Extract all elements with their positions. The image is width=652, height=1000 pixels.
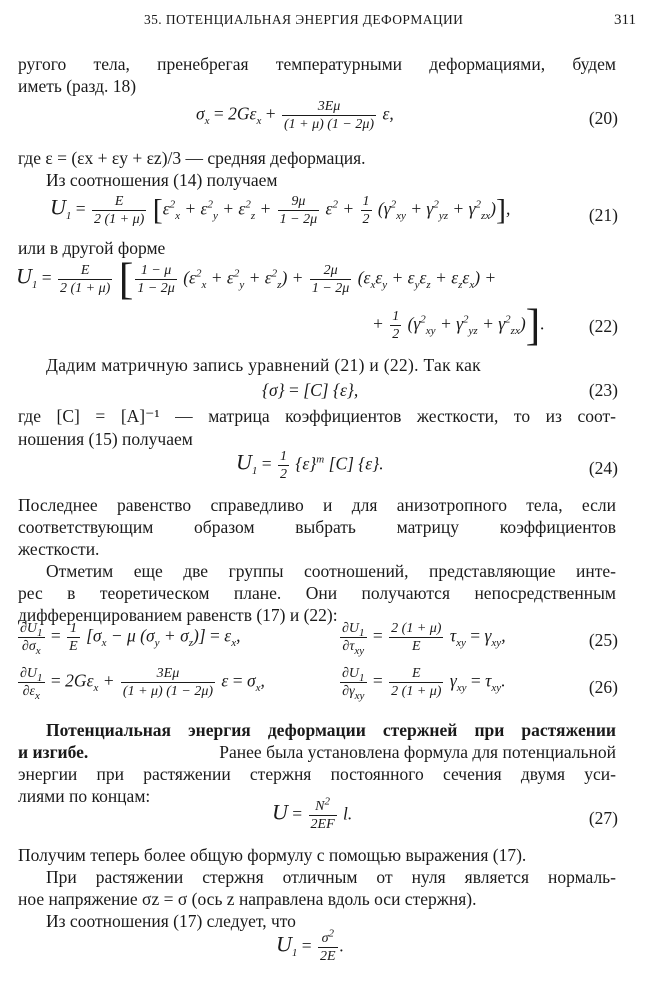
equation-27: U = $\frac{N^2}{2EF}$ l. xyxy=(272,795,353,832)
equation-24: $U_1$ = $\frac{1}{2}$ $\{\varepsilon\}^т$ [C] {ε}. xyxy=(236,449,384,482)
subsection-heading xyxy=(46,718,616,742)
section-title: 35. ПОТЕНЦИАЛЬНАЯ ЭНЕРГИЯ ДЕФОРМАЦИИ xyxy=(144,12,464,27)
equation-number: (23) xyxy=(588,380,618,400)
equation-final: $U_1$ = $\frac{\sigma^2}{2E}$ . xyxy=(276,927,344,964)
text-line: Дадим матричную запись уравнений (21) и (22). Так как xyxy=(46,355,481,375)
equation-number: (26) xyxy=(588,677,618,697)
text-line: соответствующим образом выбрать матрицу коэффициентов xyxy=(18,517,616,537)
text-line: Из соотношения (14) получаем xyxy=(46,170,278,190)
text-line: Получим теперь более общую формулу с помощью выражения (17). xyxy=(18,845,527,865)
text-line: Из соотношения (17) следует, что xyxy=(46,911,296,931)
text-line: ношения (15) получаем xyxy=(18,429,193,449)
equation-number: (27) xyxy=(588,808,618,828)
text-line: Последнее равенство справедливо и для анизотропного тела, если xyxy=(18,495,616,515)
text-line: где ε = (εx + εy + εz)/3 — средняя деформация. xyxy=(18,148,366,168)
equation-number: (22) xyxy=(588,316,618,336)
heading-text: Потенциальная энергия деформации стержней при растяжении xyxy=(46,720,616,740)
equation-21: $U_1$ = $\frac{E}{2 (1 + \mu)}$ [$\varepsilon^2_x + \varepsilon^2_y + \varepsilon^2_z$ + $\frac{9\mu}{1 - 2\mu}$ $\varepsilon^2$ + $\frac{1}{2}$ $(\gamma^2_{xy} + \gamma^2_{yz} + \gamma^2_{zx})$], xyxy=(50,193,511,227)
equation-number: (20) xyxy=(588,108,618,128)
running-header xyxy=(0,8,652,30)
text-line xyxy=(18,740,616,764)
text-line: где [C] = [A]⁻¹ — матрица коэффициентов жесткости, то из соот- xyxy=(18,406,616,426)
text-line: жесткости. xyxy=(18,539,100,559)
text-line: При растяжении стержня отличным от нуля является нормаль- xyxy=(46,867,616,887)
text-line: ругого тела, пренебрегая температурными деформациями, будем xyxy=(18,54,616,74)
text-line: иметь (разд. 18) xyxy=(18,76,137,96)
equation-26-right: $\frac{\partial U_1}{\partial\gamma_{xy}}$ = $\frac{E}{2 (1 + \mu)}$ $\gamma_{xy} = \tau_{xy}$. xyxy=(342,666,506,702)
equation-22: $U_1$ = $\frac{E}{2 (1 + \mu)}$ [ $\frac{1 - \mu}{1 - 2\mu}$ $(\varepsilon^2_x + \varepsilon^2_y + \varepsilon^2_z)$ + $\frac{2\mu}{1 - 2\mu}$ $(\varepsilon_x\varepsilon_y + \varepsilon_y\varepsilon_z + \varepsilon_z\varepsilon_x)$ + xyxy=(16,254,497,304)
text-line: Отметим еще две группы соотношений, представляющие инте- xyxy=(46,561,616,581)
text-line: рес в теоретическом плане. Они получаются непосредственным xyxy=(18,583,616,603)
equation-25-right: $\frac{\partial U_1}{\partial\tau_{xy}}$ = $\frac{2 (1 + \mu)}{E}$ $\tau_{xy} = \gamma_{xy}$, xyxy=(342,621,506,657)
page-number: 311 xyxy=(614,12,636,28)
text-line: энергии при растяжении стержня постоянного сечения двумя уси- xyxy=(18,764,616,784)
equation-22-cont: + $\frac{1}{2}$ $(\gamma^2_{xy} + \gamma^2_{yz} + \gamma^2_{zx})$]. xyxy=(372,300,545,350)
text-line: лиями по концам: xyxy=(18,786,151,806)
equation-number: (25) xyxy=(588,630,618,650)
text-line: или в другой форме xyxy=(18,238,166,258)
equation-26-left: $\frac{\partial U_1}{\partial\varepsilon_x}$ = $2G\varepsilon_x$ + $\frac{3E\mu}{(1 + \mu) (1 - 2\mu)}$ $\varepsilon = \sigma_x$, xyxy=(20,666,265,702)
text-line: дифференцированием равенств (17) и (22): xyxy=(18,605,338,625)
text-line: ное напряжение σz = σ (ось z направлена вдоль оси стержня). xyxy=(18,889,477,909)
heading-text: и изгибе. xyxy=(18,742,89,762)
equation-number: (21) xyxy=(588,205,618,225)
equation-23: {σ} = [C] {ε}, xyxy=(262,380,359,400)
equation-25-left: $\frac{\partial U_1}{\partial\sigma_x}$ = $\frac{1}{E}$ [$\sigma_x - \mu$ $(\sigma_y + \sigma_z)] = \varepsilon_x$, xyxy=(20,621,241,657)
text-fragment: Ранее была установлена формула для потенциальной xyxy=(219,742,616,762)
equation-number: (24) xyxy=(588,458,618,478)
equation-20: $\sigma_x = 2G\varepsilon_x$ + $\frac{3E\mu}{(1 + \mu) (1 - 2\mu)}$ ε, xyxy=(196,99,394,132)
